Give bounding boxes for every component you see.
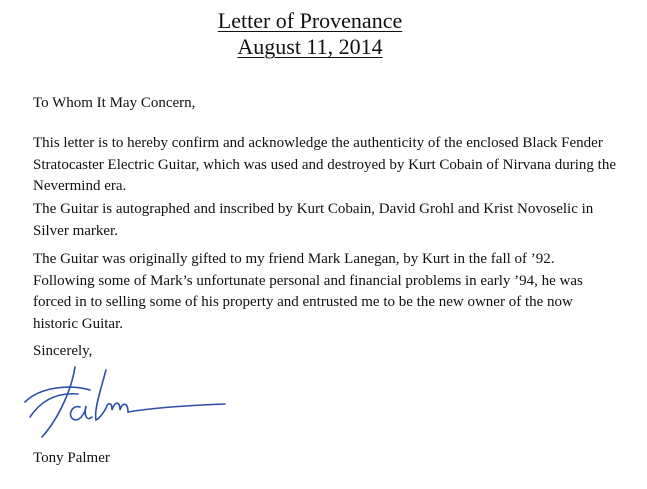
text-line: The Guitar was originally gifted to my friend Mark Lanegan, by Kurt in the fall of ’92. bbox=[33, 251, 555, 267]
paragraph-history bbox=[33, 249, 583, 335]
letter-date: August 11, 2014 bbox=[237, 34, 383, 59]
text-line: Following some of Mark’s unfortunate personal and financial problems in early ’94, he was bbox=[33, 272, 583, 289]
text-line: historic Guitar. bbox=[33, 315, 123, 332]
text-line: Nevermind era. bbox=[33, 178, 127, 194]
handwritten-signature bbox=[20, 362, 240, 442]
text-line: This letter is to hereby confirm and acknowledge the authenticity of the enclosed Black Fender bbox=[33, 135, 603, 151]
letter-title: Letter of Provenance bbox=[217, 8, 403, 33]
paragraph-authenticity bbox=[33, 133, 616, 198]
text-line: Silver marker. bbox=[33, 222, 118, 239]
greeting: To Whom It May Concern, bbox=[33, 95, 196, 111]
signer-name: Tony Palmer bbox=[33, 450, 110, 466]
paragraph-autographs bbox=[33, 199, 593, 242]
closing: Sincerely, bbox=[33, 343, 93, 359]
text-line: The Guitar is autographed and inscribed by Kurt Cobain, David Grohl and Krist Novoselic in bbox=[33, 201, 594, 217]
text-line: forced in to selling some of his property and entrusted me to be the new owner of the now bbox=[33, 294, 573, 310]
text-line: Stratocaster Electric Guitar, which was used and destroyed by Kurt Cobain of Nirvana during the bbox=[33, 156, 616, 173]
